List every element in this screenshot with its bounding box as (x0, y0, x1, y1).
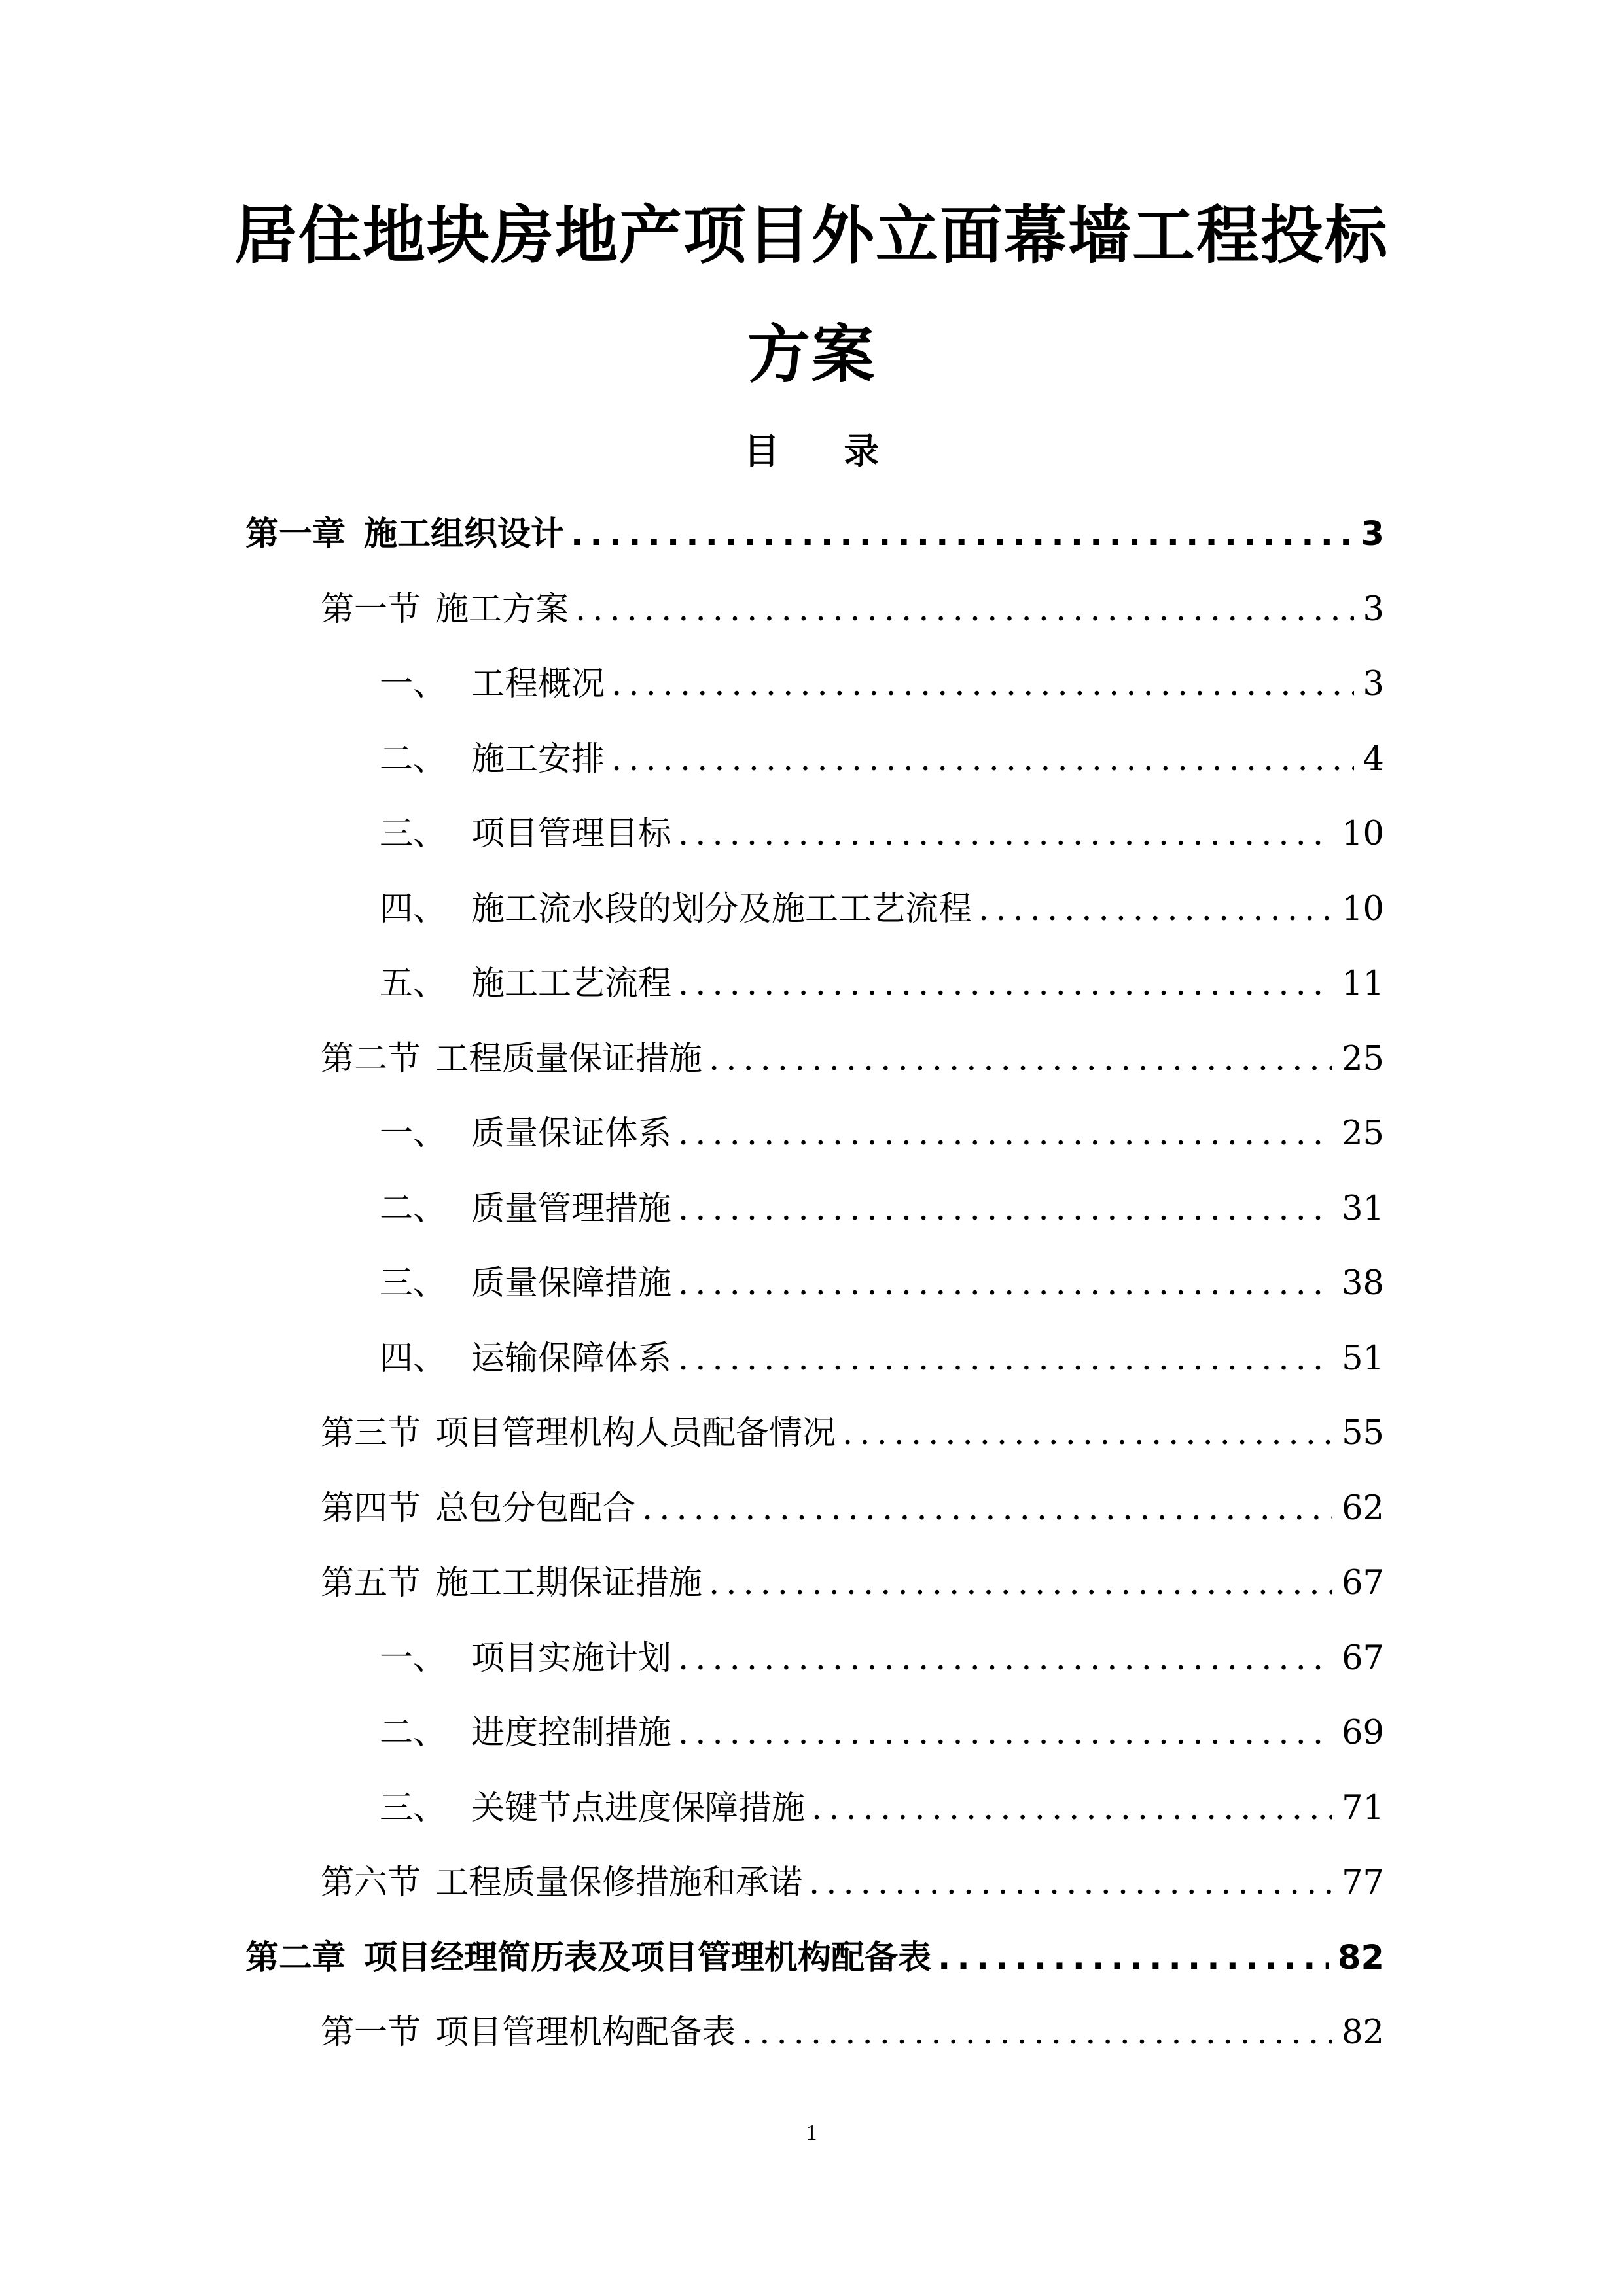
toc-entry-title: 项目经理简历表及项目管理机构配备表 (364, 1938, 932, 1977)
toc-dot-leader (709, 1022, 1332, 1097)
toc-entry-title: 施工安排 (471, 739, 605, 779)
toc-entry-section[interactable] (245, 573, 1384, 648)
toc-entry-item[interactable] (245, 1097, 1384, 1172)
toc-entry-item[interactable] (245, 1771, 1384, 1846)
toc-dot-leader (642, 1472, 1332, 1547)
toc-entry-section[interactable] (245, 1472, 1384, 1547)
toc-dot-leader (809, 1846, 1332, 1921)
toc-entry-page-number: 11 (1342, 964, 1384, 1003)
toc-entry-page-number: 62 (1342, 1489, 1384, 1528)
toc-dot-leader (812, 1771, 1332, 1846)
toc-entry-number: 一、 (380, 1114, 447, 1153)
toc-entry-label (380, 947, 671, 1022)
toc-entry-label (321, 1472, 635, 1547)
toc-entry-number: 第一章 (245, 515, 346, 554)
document-title-line-2: 方案 (747, 318, 876, 391)
toc-entry-number: 三、 (380, 815, 447, 853)
toc-entry-number: 第一节 (321, 2013, 421, 2052)
toc-entry-chapter[interactable] (245, 1921, 1384, 1996)
toc-entry-title: 工程质量保修措施和承诺 (435, 1863, 803, 1902)
toc-entry-title: 工程质量保证措施 (435, 1039, 703, 1078)
toc-dot-leader (678, 1246, 1332, 1322)
toc-entry-page-number: 82 (1338, 1938, 1384, 1977)
toc-entry-label (380, 1322, 671, 1397)
toc-entry-title: 项目管理机构人员配备情况 (435, 1414, 836, 1453)
toc-entry-page-number: 4 (1363, 739, 1384, 779)
toc-entry-item[interactable] (245, 722, 1384, 798)
toc-entry-label (380, 872, 972, 947)
toc-entry-title: 质量保证体系 (471, 1114, 672, 1153)
toc-entry-label (380, 797, 671, 872)
toc-entry-item[interactable] (245, 797, 1384, 872)
toc-entry-page-number: 38 (1342, 1264, 1384, 1303)
toc-entry-title: 施工工期保证措施 (435, 1564, 703, 1602)
toc-entry-title: 进度控制措施 (471, 1714, 672, 1752)
toc-entry-number: 二、 (380, 739, 447, 779)
toc-entry-page-number: 51 (1342, 1339, 1384, 1378)
toc-entry-number: 四、 (380, 889, 447, 928)
toc-entry-section[interactable] (245, 1396, 1384, 1472)
toc-dot-leader (978, 872, 1332, 947)
toc-entry-title: 质量管理措施 (471, 1189, 672, 1228)
toc-entry-title: 项目实施计划 (471, 1638, 672, 1678)
toc-dot-leader (842, 1396, 1332, 1472)
toc-entry-title: 总包分包配合 (435, 1489, 636, 1528)
toc-entry-page-number: 67 (1342, 1564, 1384, 1602)
toc-dot-leader (611, 647, 1354, 722)
toc-dot-leader (678, 797, 1332, 872)
toc-heading: 目 录 (743, 431, 906, 472)
toc-entry-label (321, 1546, 702, 1621)
toc-entry-item[interactable] (245, 947, 1384, 1022)
toc-dot-leader (678, 1696, 1332, 1771)
toc-dot-leader (678, 1621, 1332, 1697)
toc-dot-leader (938, 1921, 1329, 1996)
toc-dot-leader (678, 1172, 1332, 1247)
toc-entry-number: 三、 (380, 1788, 447, 1828)
toc-entry-title: 质量保障措施 (471, 1264, 672, 1303)
toc-entry-label (380, 1696, 671, 1771)
toc-entry-number: 五、 (380, 964, 447, 1003)
toc-entry-page-number: 71 (1342, 1788, 1384, 1828)
toc-entry-label (321, 1022, 702, 1097)
toc-entry-item[interactable] (245, 1246, 1384, 1322)
toc-entry-page-number: 3 (1361, 515, 1384, 554)
toc-entry-number: 第四节 (321, 1489, 421, 1528)
toc-entry-number: 第一节 (321, 590, 421, 629)
toc-entry-number: 三、 (380, 1264, 447, 1303)
toc-dot-leader (611, 722, 1354, 798)
toc-entry-number: 第二节 (321, 1039, 421, 1078)
toc-entry-number: 第五节 (321, 1564, 421, 1602)
toc-entry-title: 项目管理机构配备表 (435, 2013, 736, 2052)
toc-entry-label (321, 573, 569, 648)
toc-entry-number: 一、 (380, 665, 447, 703)
toc-entry-label (245, 497, 564, 573)
toc-entry-label (380, 1771, 805, 1846)
toc-entry-page-number: 69 (1342, 1714, 1384, 1752)
toc-entry-label (380, 722, 605, 798)
toc-entry-section[interactable] (245, 1846, 1384, 1921)
toc-entry-label (321, 1996, 736, 2071)
toc-entry-title: 施工组织设计 (364, 515, 565, 554)
toc-entry-section[interactable] (245, 1022, 1384, 1097)
toc-entry-title: 施工工艺流程 (471, 964, 672, 1003)
toc-entry-page-number: 10 (1342, 815, 1384, 853)
toc-entry-label (380, 1172, 671, 1247)
toc-entry-item[interactable] (245, 1696, 1384, 1771)
toc-entry-item[interactable] (245, 872, 1384, 947)
toc-dot-leader (742, 1996, 1332, 2071)
toc-dot-leader (678, 1322, 1332, 1397)
toc-entry-title: 项目管理目标 (471, 815, 672, 853)
toc-entry-chapter[interactable] (245, 497, 1384, 573)
toc-entry-number: 二、 (380, 1714, 447, 1752)
toc-entry-page-number: 67 (1342, 1638, 1384, 1678)
toc-entry-page-number: 3 (1363, 665, 1384, 703)
toc-entry-item[interactable] (245, 647, 1384, 722)
page-number: 1 (806, 2121, 817, 2145)
table-of-contents (245, 497, 1384, 2071)
toc-entry-page-number: 55 (1342, 1414, 1384, 1453)
toc-entry-label (321, 1846, 802, 1921)
toc-entry-title: 施工方案 (435, 590, 569, 629)
toc-entry-page-number: 10 (1342, 889, 1384, 928)
toc-entry-number: 二、 (380, 1189, 447, 1228)
toc-entry-number: 第三节 (321, 1414, 421, 1453)
toc-entry-item[interactable] (245, 1322, 1384, 1397)
toc-entry-title: 施工流水段的划分及施工工艺流程 (471, 889, 972, 928)
toc-entry-label (380, 647, 605, 722)
toc-entry-label (380, 1097, 671, 1172)
document-title-line-1: 居住地块房地产项目外立面幕墙工程投标 (234, 199, 1389, 272)
toc-entry-page-number: 25 (1342, 1039, 1384, 1078)
toc-entry-label (380, 1246, 671, 1322)
toc-dot-leader (678, 947, 1332, 1022)
toc-entry-item[interactable] (245, 1172, 1384, 1247)
toc-dot-leader (571, 497, 1351, 573)
toc-entry-title: 运输保障体系 (471, 1339, 672, 1378)
toc-entry-page-number: 3 (1363, 590, 1384, 629)
toc-entry-title: 工程概况 (471, 665, 605, 703)
toc-entry-number: 第二章 (245, 1938, 346, 1977)
toc-entry-title: 关键节点进度保障措施 (471, 1788, 806, 1828)
toc-entry-item[interactable] (245, 1621, 1384, 1697)
toc-entry-page-number: 25 (1342, 1114, 1384, 1153)
toc-entry-label (321, 1396, 836, 1472)
toc-entry-number: 一、 (380, 1638, 447, 1678)
toc-dot-leader (709, 1546, 1332, 1621)
toc-entry-number: 四、 (380, 1339, 447, 1378)
toc-entry-page-number: 77 (1342, 1863, 1384, 1902)
toc-entry-page-number: 31 (1342, 1189, 1384, 1228)
toc-dot-leader (678, 1097, 1332, 1172)
toc-entry-section[interactable] (245, 1996, 1384, 2071)
toc-entry-label (380, 1621, 671, 1697)
toc-entry-page-number: 82 (1342, 2013, 1384, 2052)
toc-dot-leader (575, 573, 1354, 648)
toc-entry-number: 第六节 (321, 1863, 421, 1902)
toc-entry-label (245, 1921, 931, 1996)
toc-entry-section[interactable] (245, 1546, 1384, 1621)
